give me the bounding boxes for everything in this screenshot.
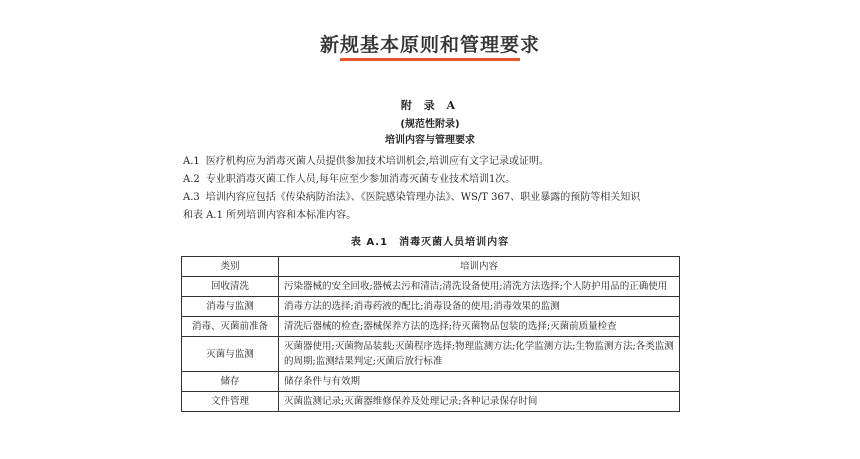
table-caption: 表 A.1 消毒灭菌人员培训内容	[350, 237, 510, 248]
clause-number: A.2	[183, 174, 200, 185]
appendix-heading: 培训内容与管理要求	[385, 135, 475, 146]
clause-number: A.1	[183, 156, 200, 167]
clause-a2	[183, 171, 683, 189]
row-category: 消毒与监测	[182, 297, 279, 317]
table-row	[182, 337, 680, 372]
row-category: 文件管理	[182, 392, 279, 412]
table-row	[182, 277, 680, 297]
row-content: 清洗后器械的检查;器械保养方法的选择;待灭菌物品包装的选择;灭菌前质量检查	[279, 317, 680, 337]
table-row	[182, 317, 680, 337]
row-content: 消毒方法的选择;消毒药液的配比;消毒设备的使用;消毒效果的监测	[279, 297, 680, 317]
row-content: 储存条件与有效期	[279, 372, 680, 392]
row-content: 灭菌监测记录;灭菌器维修保养及处理记录;各种记录保存时间	[279, 392, 680, 412]
table-row	[182, 297, 680, 317]
title-underline	[340, 58, 520, 61]
header-category: 类别	[182, 257, 279, 277]
clause-text: 培训内容应包括《传染病防治法》、《医院感染管理办法》、WS/T 367、职业暴露的预防等相关知识	[205, 192, 641, 203]
page-title: 新规基本原则和管理要求	[319, 34, 540, 56]
clause-list	[183, 153, 683, 225]
training-table	[181, 256, 680, 412]
row-category: 消毒、灭菌前准备	[182, 317, 279, 337]
table-header-row	[182, 257, 680, 277]
row-category: 灭菌与监测	[182, 337, 279, 372]
row-category: 储存	[182, 372, 279, 392]
clause-text: 医疗机构应为消毒灭菌人员提供参加技术培训机会,培训应有文字记录或证明。	[205, 156, 549, 167]
clause-text: 专业职消毒灭菌工作人员,每年应至少参加消毒灭菌专业技术培训1次。	[205, 174, 516, 185]
row-content: 灭菌器使用;灭菌物品装载;灭菌程序选择;物理监测方法;化学监测方法;生物监测方法;各类监测的周期;监测结果判定;灭菌后放行标准	[279, 337, 680, 372]
appendix-subtitle: (规范性附录)	[400, 119, 460, 130]
table-row	[182, 372, 680, 392]
clause-number: A.3	[183, 192, 200, 203]
row-category: 回收清洗	[182, 277, 279, 297]
clause-a3	[183, 189, 683, 225]
clause-text-continued: 和表 A.1 所列培训内容和本标准内容。	[183, 210, 357, 221]
row-content: 污染器械的安全回收;器械去污和清洁;清洗设备使用;清洗方法选择;个人防护用品的正确使用	[279, 277, 680, 297]
table-row	[182, 392, 680, 412]
header-content: 培训内容	[279, 257, 680, 277]
clause-a1	[183, 153, 683, 171]
appendix-title: 附 录 A	[400, 99, 460, 112]
